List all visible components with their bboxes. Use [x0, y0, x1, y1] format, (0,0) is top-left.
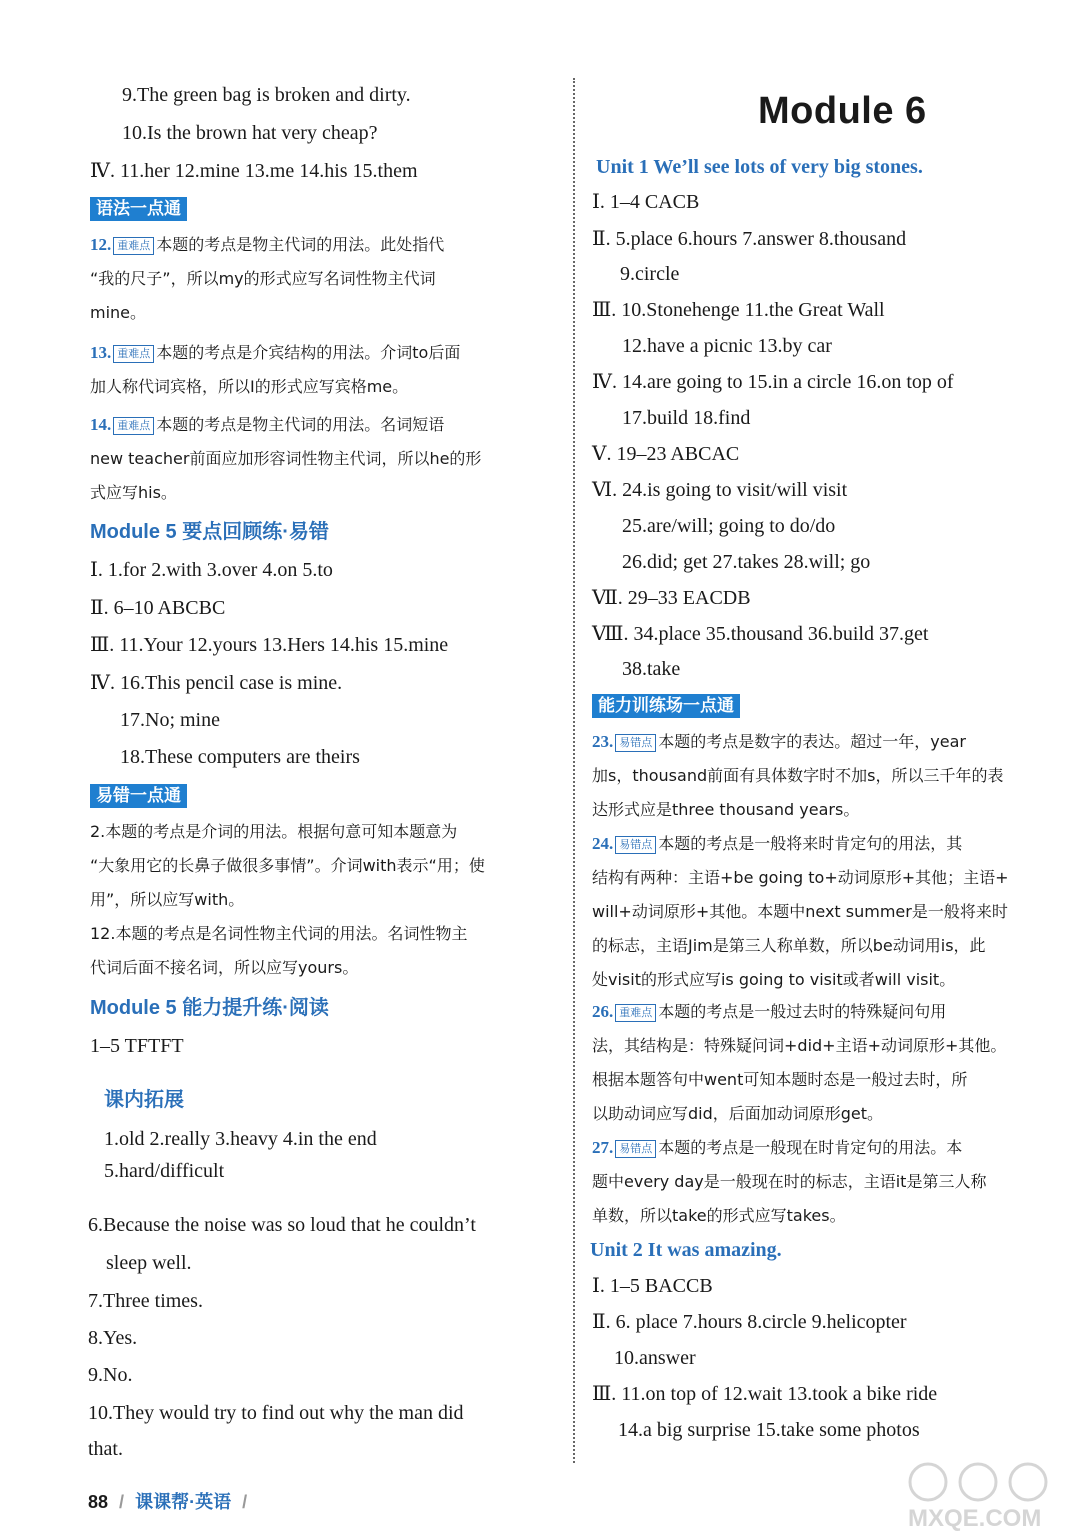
note-number: 24.	[592, 834, 614, 853]
module-title: Module 6	[758, 90, 927, 132]
note-text: 式应写his。	[90, 483, 177, 502]
note-text: 本题的考点是一般过去时的特殊疑问句用	[658, 1002, 947, 1021]
note-text: mine。	[90, 303, 147, 322]
answer-line: 26.did; get 27.takes 28.will; go	[622, 551, 871, 573]
difficulty-tag: 易错点	[615, 1140, 656, 1158]
answer-line: Ⅲ. 11.on top of 12.wait 13.took a bike ride	[592, 1383, 938, 1405]
note-number: 27.	[592, 1138, 614, 1157]
note-number: 12.	[90, 235, 112, 254]
note-number: 14.	[90, 415, 112, 434]
section-badge: 语法一点通	[90, 197, 187, 221]
answer-line: Ⅱ. 6–10 ABCBC	[90, 597, 226, 619]
note-text: 根据本题答句中went可知本题时态是一般过去时，所	[592, 1070, 968, 1089]
note-text: 加s，thousand前面有具体数字时不加s，所以三千年的表	[592, 766, 1004, 785]
answer-line: sleep well.	[106, 1252, 192, 1274]
note-26	[592, 995, 1006, 1131]
note-text: 12.本题的考点是名词性物主代词的用法。名词性物主	[90, 924, 468, 943]
note-text: 代词后面不接名词，所以应写yours。	[90, 958, 359, 977]
note-text: 单数，所以take的形式应写takes。	[592, 1206, 846, 1225]
answer-line: 10.Is the brown hat very cheap?	[122, 122, 378, 144]
note-text: new teacher前面应加形容词性物主代词，所以he的形	[90, 449, 482, 468]
answer-line: Ⅱ. 5.place 6.hours 7.answer 8.thousand	[592, 228, 907, 250]
note-text: 本题的考点是物主代词的用法。此处指代	[156, 235, 445, 254]
difficulty-tag: 易错点	[615, 836, 656, 854]
note-text: 题中every day是一般现在时的标志，主语it是第三人称	[592, 1172, 987, 1191]
note-23	[592, 725, 1003, 827]
column-divider	[573, 78, 575, 1463]
answer-line: Ⅲ. 11.Your 12.yours 13.Hers 14.his 15.mine	[90, 634, 449, 656]
answer-line: 9.The green bag is broken and dirty.	[122, 84, 411, 106]
answer-line: Ⅳ. 16.This pencil case is mine.	[90, 672, 343, 694]
answer-line: 9.circle	[620, 263, 680, 285]
answer-line: 10.answer	[614, 1347, 696, 1369]
answer-line: Ⅱ. 6. place 7.hours 8.circle 9.helicopter	[592, 1311, 907, 1333]
section-heading: 课内拓展	[104, 1089, 184, 1111]
unit-heading: Unit 1 We’ll see lots of very big stones.	[596, 156, 923, 178]
answer-line: 7.Three times.	[88, 1290, 203, 1312]
note-text: 本题的考点是一般将来时肯定句的用法，其	[658, 834, 963, 853]
page-footer: 88 / 课课帮·英语 /	[88, 1492, 248, 1512]
answer-line: 9.No.	[88, 1364, 133, 1386]
answer-line: 25.are/will; going to do/do	[622, 515, 836, 537]
section-badge: 易错一点通	[90, 784, 187, 808]
note-24	[592, 827, 1009, 997]
answer-line: Ⅶ. 29–33 EACDB	[592, 587, 751, 609]
note-text: 达形式应是three thousand years。	[592, 800, 860, 819]
note-13	[90, 336, 460, 404]
note-text: “大象用它的长鼻子做很多事情”。介词with表示“用；使	[90, 856, 485, 875]
section-heading: Module 5 能力提升练·阅读	[90, 997, 329, 1019]
section-badge: 能力训练场一点通	[592, 694, 740, 718]
note-text: 本题的考点是一般现在时肯定句的用法。本	[658, 1138, 963, 1157]
answer-line: Ⅷ. 34.place 35.thousand 36.build 37.get	[592, 623, 929, 645]
difficulty-tag: 重难点	[113, 345, 154, 363]
note-text: 加人称代词宾格，所以I的形式应写宾格me。	[90, 377, 409, 396]
answer-line: 17.No; mine	[120, 709, 220, 731]
answer-line: Ⅵ. 24.is going to visit/will visit	[592, 479, 848, 501]
book-title: 课课帮·英语	[135, 1492, 232, 1512]
note-text: 处visit的形式应写is going to visit或者will visit。	[592, 970, 956, 989]
page-number: 88	[88, 1492, 109, 1512]
note-text: will+动词原形+其他。本题中next summer是一般将来时	[592, 902, 1008, 921]
note-text: 用”，所以应写with。	[90, 890, 245, 909]
note-14	[90, 408, 481, 510]
answer-line: Ⅳ. 11.her 12.mine 13.me 14.his 15.them	[90, 160, 418, 182]
note-12	[90, 228, 444, 330]
section-heading: Module 5 要点回顾练·易错	[90, 521, 329, 543]
note-27	[592, 1131, 986, 1233]
note-text: 本题的考点是数字的表达。超过一年，year	[658, 732, 966, 751]
difficulty-tag: 重难点	[615, 1004, 656, 1022]
difficulty-tag: 重难点	[113, 237, 154, 255]
note-text: 法，其结构是：特殊疑问词+did+主语+动词原形+其他。	[592, 1036, 1007, 1055]
answer-line: that.	[88, 1438, 123, 1460]
note-text: “我的尺子”，所以my的形式应写名词性物主代词	[90, 269, 436, 288]
answer-line: Ⅲ. 10.Stonehenge 11.the Great Wall	[592, 299, 885, 321]
answer-line: 1–5 TFTFT	[90, 1035, 184, 1057]
answer-line: 5.hard/difficult	[104, 1160, 225, 1182]
answer-line: 8.Yes.	[88, 1327, 138, 1349]
answer-line: 14.a big surprise 15.take some photos	[618, 1419, 920, 1441]
note-text: 结构有两种：主语+be going to+动词原形+其他；主语+	[592, 868, 1009, 887]
difficulty-tag: 重难点	[113, 417, 154, 435]
note-errors	[90, 815, 485, 985]
note-text: 本题的考点是介宾结构的用法。介词to后面	[156, 343, 461, 362]
note-text: 以助动词应写did，后面加动词原形get。	[592, 1104, 884, 1123]
note-number: 26.	[592, 1002, 614, 1021]
answer-line: 10.They would try to find out why the man did	[88, 1402, 464, 1424]
answer-line: 1.old 2.really 3.heavy 4.in the end	[104, 1128, 377, 1150]
answer-line: 12.have a picnic 13.by car	[622, 335, 832, 357]
note-text: 本题的考点是物主代词的用法。名词短语	[156, 415, 445, 434]
answer-line: 17.build 18.find	[622, 407, 751, 429]
difficulty-tag: 易错点	[615, 734, 656, 752]
answer-line: Ⅰ. 1.for 2.with 3.over 4.on 5.to	[90, 559, 333, 581]
answer-line: Ⅴ. 19–23 ABCAC	[592, 443, 740, 465]
answer-line: 38.take	[622, 658, 681, 680]
answer-line: Ⅰ. 1–5 BACCB	[592, 1275, 713, 1297]
answer-line: 6.Because the noise was so loud that he couldn’t	[88, 1214, 476, 1236]
answer-line: Ⅳ. 14.are going to 15.in a circle 16.on top of	[592, 371, 954, 393]
note-text: 2.本题的考点是介词的用法。根据句意可知本题意为	[90, 822, 458, 841]
watermark-text: MXQE.COM	[908, 1505, 1042, 1532]
note-text: 的标志，主语Jim是第三人称单数，所以be动词用is，此	[592, 936, 986, 955]
note-number: 23.	[592, 732, 614, 751]
watermark-logo	[898, 1458, 1078, 1532]
note-number: 13.	[90, 343, 112, 362]
unit-heading: Unit 2 It was amazing.	[590, 1239, 782, 1261]
answer-line: 18.These computers are theirs	[120, 746, 360, 768]
answer-line: Ⅰ. 1–4 CACB	[592, 191, 700, 213]
